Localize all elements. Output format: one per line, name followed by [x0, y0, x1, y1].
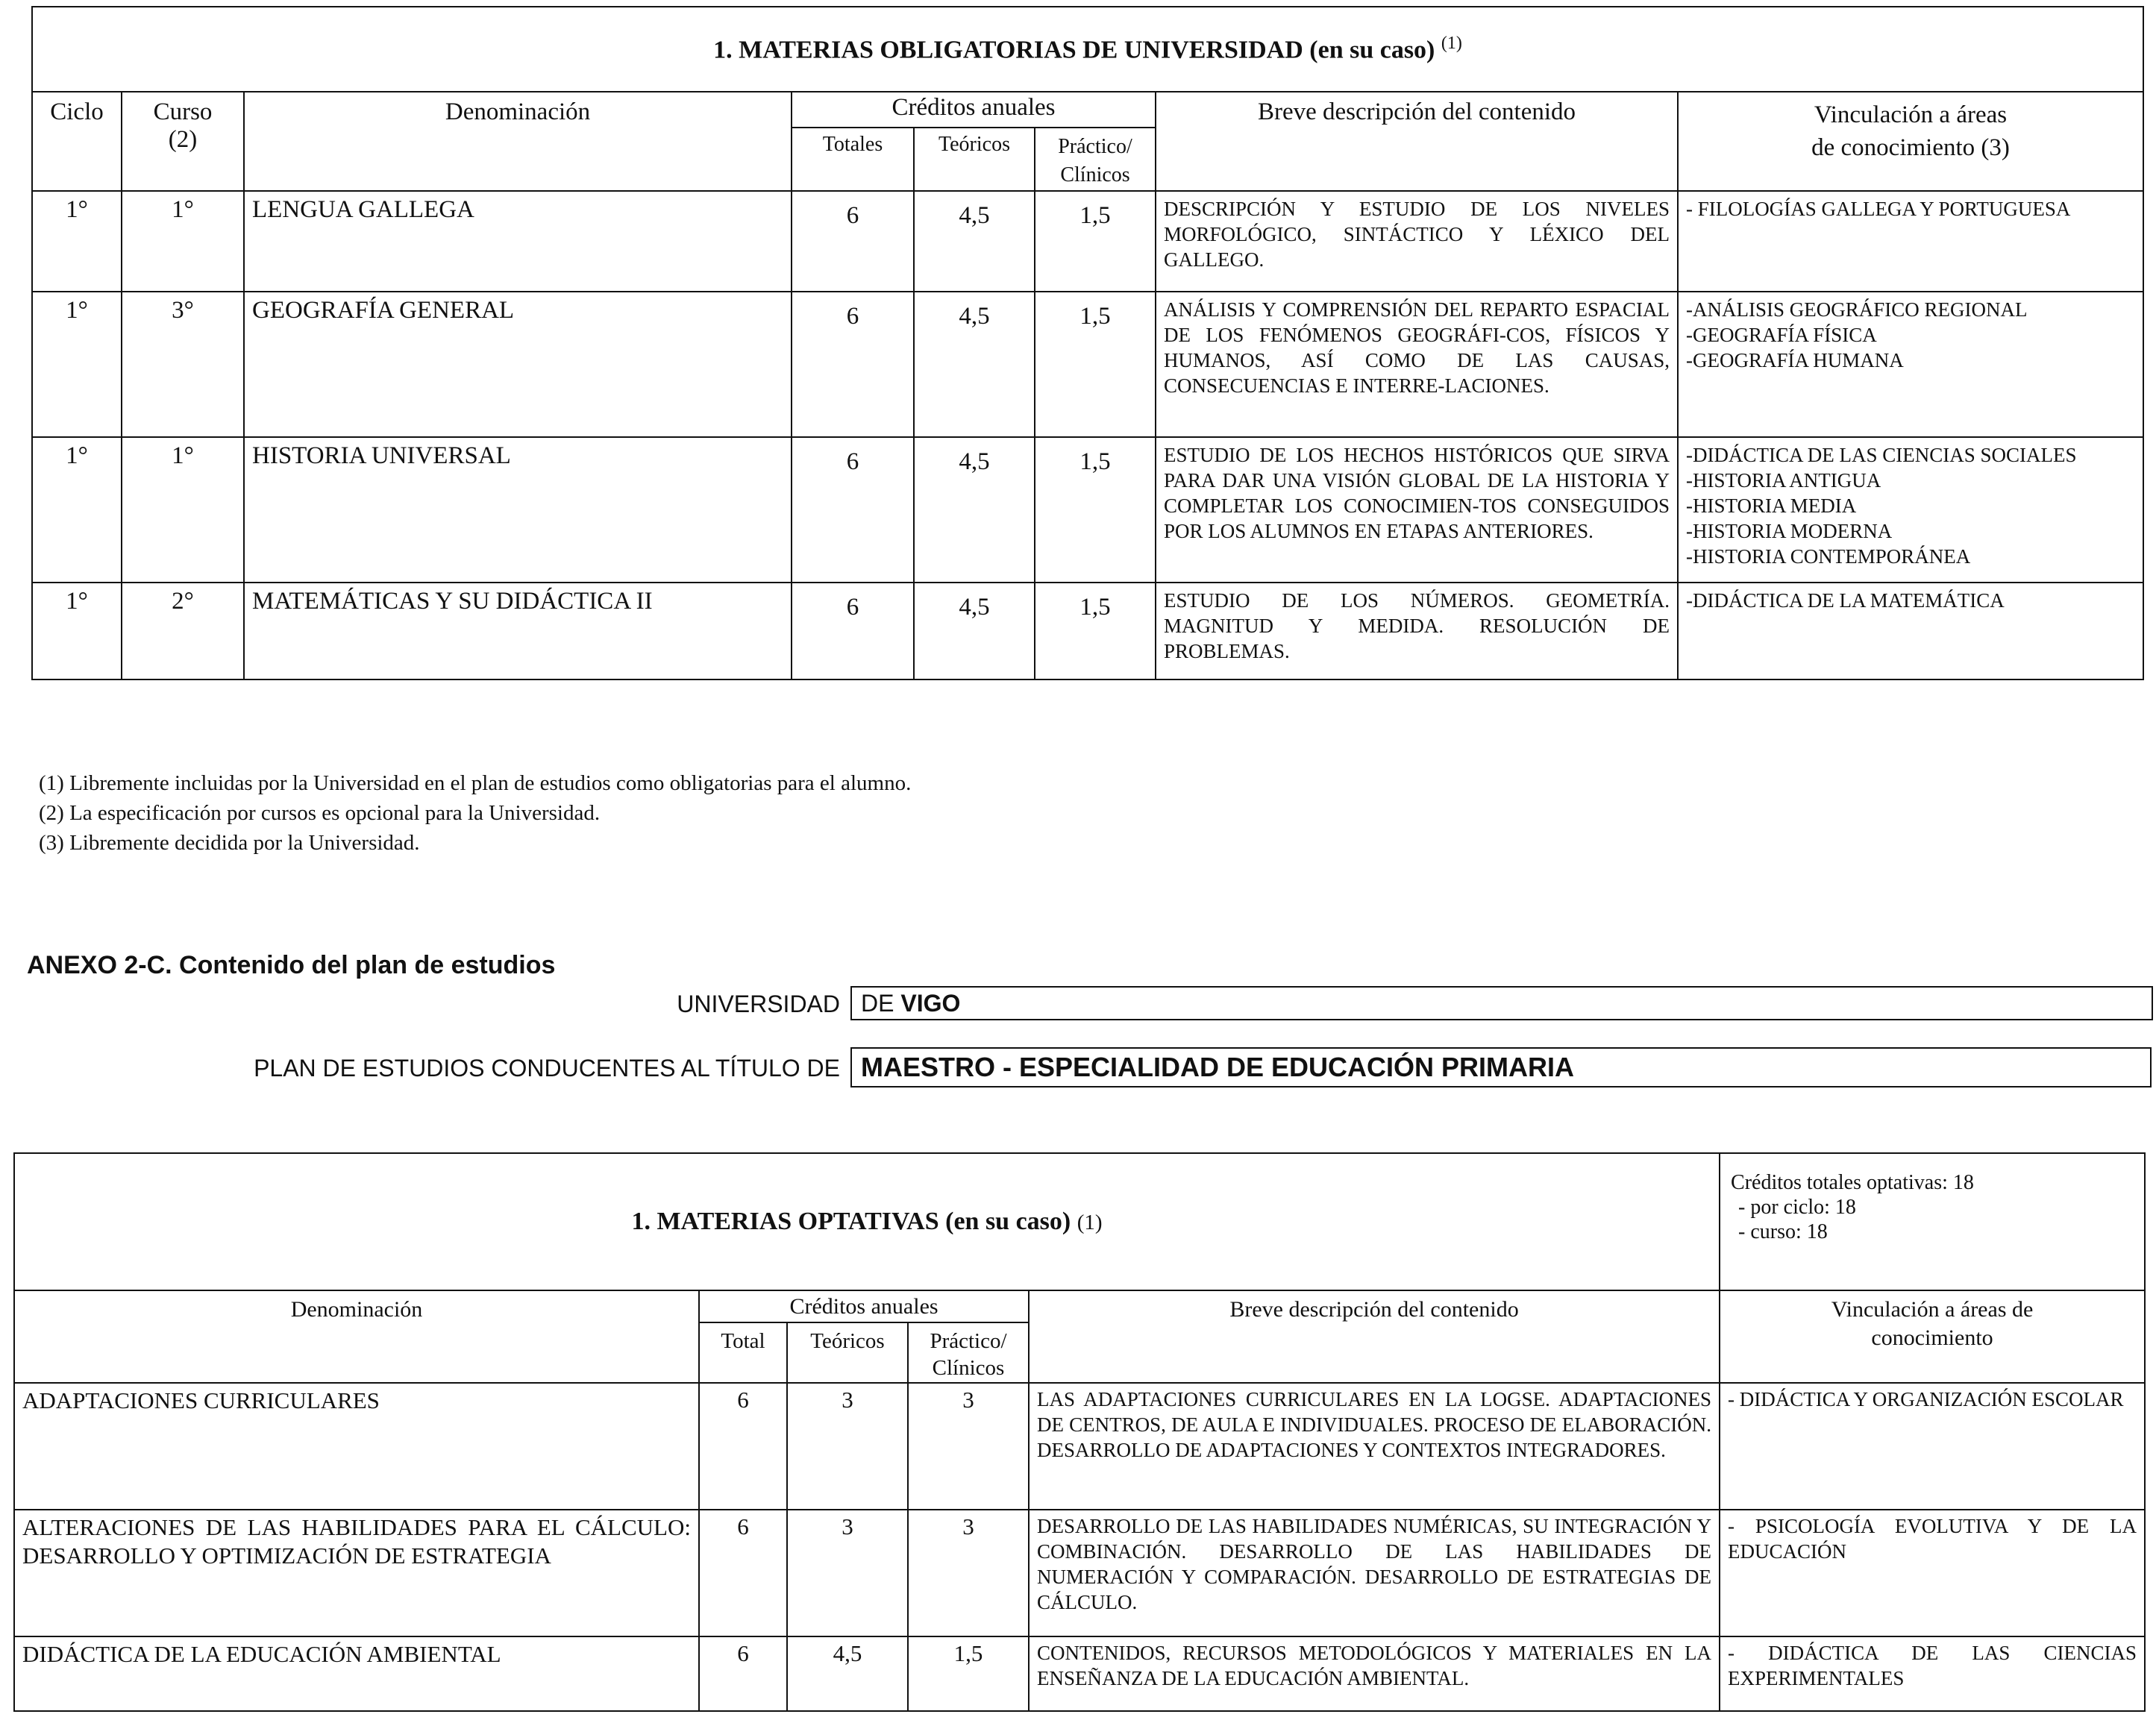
area-item: -HISTORIA CONTEMPORÁNEA: [1686, 545, 1971, 568]
cell-teoricos: 4,5: [914, 191, 1035, 292]
cell-total: 6: [699, 1383, 787, 1510]
header-teoricos: [787, 1322, 908, 1383]
cell-ciclo: 1°: [32, 292, 122, 437]
annex-title: ANEXO 2-C. Contenido del plan de estudios: [27, 951, 556, 979]
area-item: -HISTORIA ANTIGUA: [1686, 469, 1881, 492]
cell-denominacion: HISTORIA UNIVERSAL: [244, 437, 792, 583]
cell-descripcion: LAS ADAPTACIONES CURRICULARES EN LA LOGSE. ADAPTACIONES DE CENTROS, DE AULA E INDIVIDUALES. PROCESO DE ELABORACIÓN. DESARROLLO DE ADAPTACIONES Y CONTEXTOS INTEGRADORES.: [1029, 1383, 1720, 1510]
cell-teoricos: 4,5: [914, 583, 1035, 679]
header-curso: [122, 92, 244, 191]
cell-denominacion: ADAPTACIONES CURRICULARES: [14, 1383, 699, 1510]
cell-practicos: 1,5: [1035, 292, 1156, 437]
cell-areas: - PSICOLOGÍA EVOLUTIVA Y DE LA EDUCACIÓN: [1720, 1510, 2145, 1636]
footnote-3: (3) Libremente decidida por la Universidad.: [39, 831, 420, 855]
header-descripcion: [1029, 1290, 1720, 1383]
optativas-title-note: (1): [1077, 1211, 1103, 1234]
cell-areas: [1678, 437, 2143, 583]
creditos-totales: [1720, 1153, 2145, 1290]
creditos-por-ciclo: - por ciclo: 18: [1738, 1196, 1856, 1219]
header-vinculacion-text: Vinculación a áreas de conocimiento: [1831, 1297, 2034, 1350]
cell-curso: 1°: [122, 191, 244, 292]
creditos-totales-line: Créditos totales optativas: 18: [1731, 1171, 1974, 1194]
header-practicos-text: Práctico/ Clínicos: [1058, 135, 1132, 186]
cell-total: 6: [699, 1636, 787, 1711]
cell-teoricos: 4,5: [914, 292, 1035, 437]
cell-ciclo: 1°: [32, 191, 122, 292]
cell-teoricos: 4,5: [787, 1636, 908, 1711]
header-denominacion: [244, 92, 792, 191]
header-practicos: [1035, 128, 1156, 191]
header-totales-text: Totales: [822, 133, 883, 156]
header-descripcion: [1156, 92, 1678, 191]
cell-ciclo: 1°: [32, 583, 122, 679]
cell-practicos: 3: [908, 1383, 1029, 1510]
area-item: -DIDÁCTICA DE LA MATEMÁTICA: [1686, 589, 2005, 612]
plan-label: PLAN DE ESTUDIOS CONDUCENTES AL TÍTULO DE: [254, 1055, 840, 1082]
cell-totales: 6: [792, 437, 914, 583]
cell-denominacion: LENGUA GALLEGA: [244, 191, 792, 292]
header-ciclo: [32, 92, 122, 191]
cell-areas: [1678, 191, 2143, 292]
header-denominacion: [14, 1290, 699, 1383]
cell-areas: [1678, 292, 2143, 437]
area-item: -GEOGRAFÍA FÍSICA: [1686, 324, 1877, 346]
cell-descripcion: ESTUDIO DE LOS HECHOS HISTÓRICOS QUE SIRVA PARA DAR UNA VISIÓN GLOBAL DE LA HISTORIA Y COMPLETAR LOS CONOCIMIEN-TOS CONSEGUIDOS POR LOS ALUMNOS EN ETAPAS ANTERIORES.: [1156, 437, 1678, 583]
obligatorias-table: [31, 6, 2144, 680]
cell-totales: 6: [792, 583, 914, 679]
cell-totales: 6: [792, 292, 914, 437]
cell-areas: [1678, 583, 2143, 679]
area-item: -GEOGRAFÍA HUMANA: [1686, 349, 1904, 371]
obligatorias-title: [32, 7, 2143, 92]
header-creditos: [699, 1290, 1029, 1322]
cell-practicos: 1,5: [1035, 191, 1156, 292]
cell-total: 6: [699, 1510, 787, 1636]
header-curso-text: Curso: [153, 98, 213, 125]
table-row: [14, 1383, 2145, 1510]
header-teoricos-text: Teóricos: [810, 1329, 885, 1353]
header-denominacion-text: Denominación: [290, 1297, 423, 1322]
cell-descripcion: ESTUDIO DE LOS NÚMEROS. GEOMETRÍA. MAGNITUD Y MEDIDA. RESOLUCIÓN DE PROBLEMAS.: [1156, 583, 1678, 679]
table-row: [32, 583, 2143, 679]
header-teoricos: [914, 128, 1035, 191]
optativas-table: [13, 1152, 2146, 1712]
cell-practicos: 1,5: [1035, 437, 1156, 583]
cell-ciclo: 1°: [32, 437, 122, 583]
footnotes: [39, 768, 911, 858]
cell-areas: - DIDÁCTICA DE LAS CIENCIAS EXPERIMENTALES: [1720, 1636, 2145, 1711]
optativas-title: [14, 1153, 1720, 1290]
table-row: [14, 1510, 2145, 1636]
header-denominacion-text: Denominación: [445, 98, 591, 125]
optativas-title-text: 1. MATERIAS OPTATIVAS (en su caso): [631, 1208, 1071, 1235]
table-row: [32, 292, 2143, 437]
header-descripcion-text: Breve descripción del contenido: [1257, 98, 1576, 125]
header-creditos-text: Créditos anuales: [789, 1294, 938, 1319]
obligatorias-title-text: 1. MATERIAS OBLIGATORIAS DE UNIVERSIDAD (en su caso): [713, 36, 1435, 64]
cell-descripcion: DESARROLLO DE LAS HABILIDADES NUMÉRICAS, SU INTEGRACIÓN Y COMBINACIÓN. DESARROLLO DE LAS HABILIDADES DE NUMERACIÓN Y COMPARACIÓN. DESARROLLO DE ESTRATEGIAS DE CÁLCULO.: [1029, 1510, 1720, 1636]
area-item: - FILOLOGÍAS GALLEGA Y PORTUGUESA: [1686, 198, 2071, 220]
header-totales: [792, 128, 914, 191]
universidad-prefix: DE: [861, 990, 894, 1017]
cell-descripcion: DESCRIPCIÓN Y ESTUDIO DE LOS NIVELES MORFOLÓGICO, SINTÁCTICO Y LÉXICO DEL GALLEGO.: [1156, 191, 1678, 292]
cell-teoricos: 3: [787, 1383, 908, 1510]
header-curso-note: (2): [168, 126, 198, 153]
header-total: [699, 1322, 787, 1383]
cell-denominacion: DIDÁCTICA DE LA EDUCACIÓN AMBIENTAL: [14, 1636, 699, 1711]
cell-curso: 3°: [122, 292, 244, 437]
header-vinculacion-text: Vinculación a áreas: [1814, 101, 2008, 128]
header-creditos: [792, 92, 1156, 128]
cell-practicos: 1,5: [1035, 583, 1156, 679]
header-creditos-text: Créditos anuales: [891, 94, 1056, 121]
cell-teoricos: 3: [787, 1510, 908, 1636]
obligatorias-title-note: (1): [1441, 34, 1462, 54]
footnote-2: (2) La especificación por cursos es opcional para la Universidad.: [39, 801, 601, 825]
area-item: -HISTORIA MODERNA: [1686, 520, 1893, 542]
universidad-value: VIGO: [900, 990, 961, 1017]
cell-practicos: 1,5: [908, 1636, 1029, 1711]
header-vinculacion-text-2: de conocimiento (3): [1811, 134, 2010, 161]
cell-denominacion: MATEMÁTICAS Y SU DIDÁCTICA II: [244, 583, 792, 679]
cell-curso: 1°: [122, 437, 244, 583]
header-teoricos-text: Teóricos: [938, 133, 1010, 156]
header-practicos-text: Práctico/ Clínicos: [930, 1329, 1007, 1380]
area-item: -DIDÁCTICA DE LAS CIENCIAS SOCIALES: [1686, 444, 2077, 466]
cell-denominacion: ALTERACIONES DE LAS HABILIDADES PARA EL CÁLCULO: DESARROLLO Y OPTIMIZACIÓN DE ESTRATEGIA: [14, 1510, 699, 1636]
table-row: [14, 1636, 2145, 1711]
footnote-1: (1) Libremente incluidas por la Universidad en el plan de estudios como obligatorias para el alumno.: [39, 771, 912, 795]
cell-totales: 6: [792, 191, 914, 292]
cell-practicos: 3: [908, 1510, 1029, 1636]
header-total-text: Total: [721, 1329, 765, 1353]
plan-field: MAESTRO - ESPECIALIDAD DE EDUCACIÓN PRIMARIA: [850, 1047, 2152, 1087]
area-item: -ANÁLISIS GEOGRÁFICO REGIONAL: [1686, 298, 2028, 321]
cell-areas: - DIDÁCTICA Y ORGANIZACIÓN ESCOLAR: [1720, 1383, 2145, 1510]
header-vinculacion: [1720, 1290, 2145, 1383]
universidad-field: [850, 986, 2153, 1020]
cell-denominacion: GEOGRAFÍA GENERAL: [244, 292, 792, 437]
cell-descripcion: CONTENIDOS, RECURSOS METODOLÓGICOS Y MATERIALES EN LA ENSEÑANZA DE LA EDUCACIÓN AMBIENTAL.: [1029, 1636, 1720, 1711]
cell-teoricos: 4,5: [914, 437, 1035, 583]
area-item: -HISTORIA MEDIA: [1686, 495, 1857, 517]
table-row: [32, 191, 2143, 292]
universidad-label: UNIVERSIDAD: [677, 991, 840, 1017]
header-ciclo-text: Ciclo: [50, 98, 104, 125]
table-row: [32, 437, 2143, 583]
header-practicos: [908, 1322, 1029, 1383]
creditos-curso: - curso: 18: [1738, 1220, 1828, 1243]
header-descripcion-text: Breve descripción del contenido: [1229, 1297, 1519, 1322]
cell-curso: 2°: [122, 583, 244, 679]
header-vinculacion: [1678, 92, 2143, 191]
cell-descripcion: ANÁLISIS Y COMPRENSIÓN DEL REPARTO ESPACIAL DE LOS FENÓMENOS GEOGRÁFI-COS, FÍSICOS Y HUMANOS, ASÍ COMO DE LAS CAUSAS, CONSECUENCIAS E INTERRE-LACIONES.: [1156, 292, 1678, 437]
